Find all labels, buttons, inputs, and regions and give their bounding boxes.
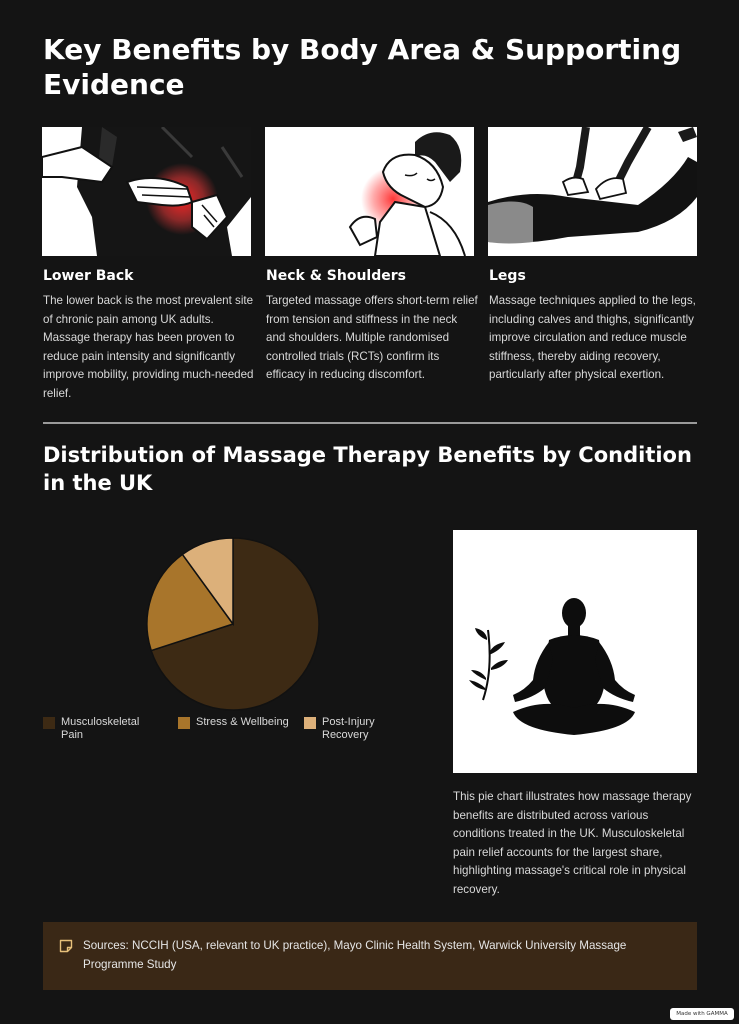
page-title: Key Benefits by Body Area & Supporting Evidence	[43, 33, 682, 101]
legend-item-post-injury	[304, 716, 392, 742]
card-text-lower-back: The lower back is the most prevalent site of chronic pain among UK adults. Massage therapy has been proven to reduce pain intensity and significantly improve mobility, providing much-needed relief.	[43, 294, 254, 400]
made-with-badge[interactable]: Made with GAMMA	[670, 1008, 734, 1020]
leg-massage-image	[488, 127, 697, 256]
card-title-legs: Legs	[489, 268, 526, 284]
neck-massage-image	[265, 127, 474, 256]
meditation-image	[453, 530, 697, 773]
legend-swatch	[304, 717, 316, 729]
lower-back-massage-image	[42, 127, 251, 256]
legend-label: Post-Injury Recovery	[322, 716, 375, 741]
benefits-pie-chart	[145, 536, 321, 712]
section-title: Distribution of Massage Therapy Benefits by Condition in the UK	[43, 443, 692, 495]
section-divider	[43, 422, 697, 424]
legend-item-stress	[178, 716, 306, 729]
sources-text: Sources: NCCIH (USA, relevant to UK practice), Mayo Clinic Health System, Warwick University Massage Programme Study	[83, 939, 627, 971]
legend-item-musculoskeletal	[43, 716, 151, 742]
legend-swatch	[43, 717, 55, 729]
legend-label: Stress & Wellbeing	[196, 716, 289, 728]
sources-box	[43, 922, 697, 990]
note-icon	[59, 939, 73, 953]
card-text-legs: Massage techniques applied to the legs, including calves and thighs, significantly improve circulation and reduce muscle stiffness, thereby aiding recovery, particularly after physical exertion.	[489, 294, 696, 382]
legend-swatch	[178, 717, 190, 729]
card-title-lower-back: Lower Back	[43, 268, 134, 284]
chart-caption: This pie chart illustrates how massage therapy benefits are distributed across various conditions treated in the UK. Musculoskeletal pain relief accounts for the largest share, highlighting massage's critical role in physical recovery.	[453, 790, 692, 896]
card-text-neck-shoulders: Targeted massage offers short-term relief from tension and stiffness in the neck and shoulders. Multiple randomised controlled trials (RCTs) confirm its efficacy in reducing discomfort.	[266, 294, 478, 382]
card-title-neck-shoulders: Neck & Shoulders	[266, 268, 406, 284]
legend-label: Musculoskeletal Pain	[61, 716, 140, 741]
